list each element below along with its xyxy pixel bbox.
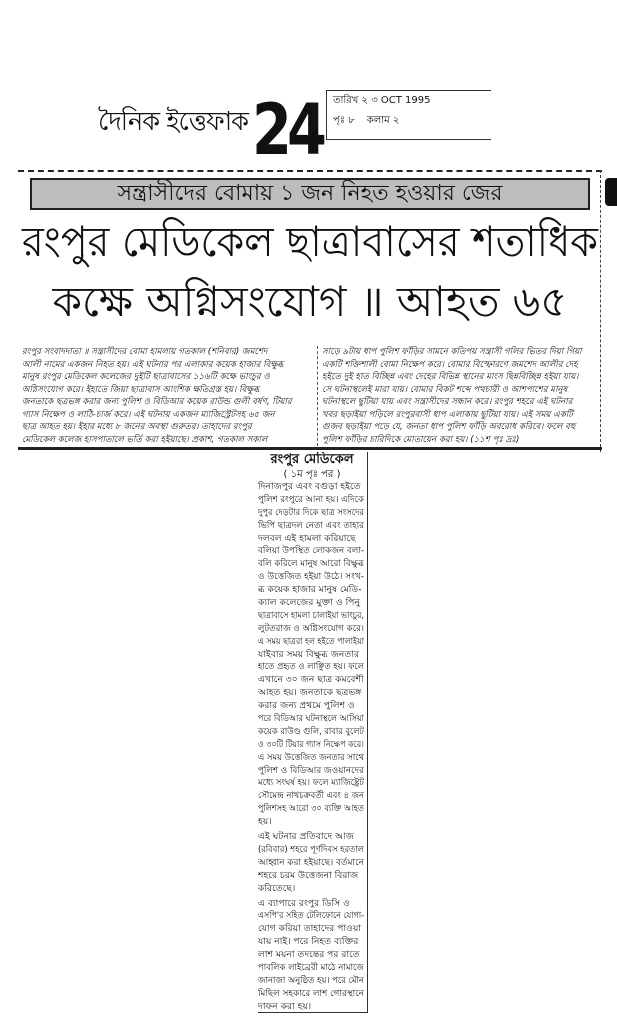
text-line [258,674,366,687]
text-line-content: এ সময় ছাত্ররা হল হইতে পালাইয়া [258,635,364,647]
text-line-content: লাশ ময়না তদন্তের পর রাতে [258,949,360,961]
headline-line-1-wrap [20,216,600,268]
text-line-content: যাইবার সময় বিক্ষুব্ধ জনতার [258,648,360,660]
text-line [258,936,366,949]
text-line [322,421,598,434]
text-line [258,910,366,923]
continuation-title: রংপুর মেডিকেল [270,452,354,467]
text-line-content: মেডিকেল কলেজ হাসপাতালে ভর্তি করা হইয়াছে। প্রকাশ, গতকাল সকাল [22,434,268,445]
text-line [322,384,598,397]
stamp-date: তারিখ ২ ৩ OCT 1995 [333,95,431,106]
text-line-content: মিছিল সহকারে লাশ গোরস্থানে [258,987,364,999]
text-line [258,545,366,558]
text-line [258,844,366,857]
date-stamp [326,90,491,140]
paragraph [258,898,366,1014]
text-line [258,739,366,752]
text-line [322,434,598,447]
text-line-content: ভিপি ছাত্রদল নেতা এবং তাহার [258,519,364,531]
text-line-content: আলী নামের একজন নিহত হয়। এই ঘটনার পর এলাকার কয়েক হাজার বিক্ষুব্ধ [22,359,284,370]
text-line [258,975,366,988]
handnum-wrap [252,89,337,171]
headline-line-1: রংপুর মেডিকেল ছাত্রাবাসের শতাধিক [22,217,598,266]
continuation-column [258,452,366,1014]
text-line-content: জানাজা অনুষ্ঠিত হয়। পরে মৌন [258,974,364,986]
text-line [258,790,366,803]
text-line-content: করার জন্য প্রথমে পুলিশ ও [258,700,355,712]
text-line-content: এ সময় উত্তেজিত জনতার সাথে [258,751,364,763]
text-line-content: খবর ছড়াইয়া পড়িলে রংপুরবাসী ধাপ এলাকায় ছুটিয়া যায়। এই সময় একটি [322,409,573,420]
text-line [258,636,366,649]
newspaper-masthead: দৈনিক ইত্তেফাক [98,107,248,137]
text-line [22,396,312,409]
text-line [258,507,366,520]
text-line [322,396,598,409]
text-line [22,409,312,422]
text-line [258,623,366,636]
kicker-text: সন্ত্রাসীদের বোমায় ১ জন নিহত হওয়ার জের [117,181,503,206]
text-line [258,661,366,674]
text-line-content: আহত হয়। জনতাকে ছত্রভঙ্গ [258,687,362,699]
text-line-content: লুটতরাজ ও অগ্নিসংযোগ করে। [258,622,364,634]
text-line-content: মধ্যে সংঘর্ষ হয়। ফলে ম্যাজিষ্ট্রেট [258,777,364,789]
stamp-page: পৃঃ ৮ [333,115,355,126]
text-line [258,962,366,975]
text-line [22,434,312,447]
text-line [258,857,366,870]
text-line [258,765,366,778]
text-line [258,713,366,726]
text-line [258,898,366,911]
edge-mark [605,178,617,206]
text-line-content: রংপুর সংবাদদাতা ॥ সন্ত্রাসীদের বোমা হামলায় গতকাল (শনিবার) জমশেদ [22,347,268,357]
text-line-content: (রবিবার) শহরে পূর্ণদিবস হরতাল [258,843,364,855]
text-line-content: অগ্নিসংযোগ করে। ইহাতে জিয়া ছাত্রাবাস আংশিক ক্ষতিগ্রস্ত হয়। বিক্ষুব্ধ [22,384,260,395]
text-line [322,371,598,384]
masthead-wrap [98,106,251,138]
text-line [22,359,312,372]
text-line-content: ক্যাল কলেজের মুক্তা ও পিনু [258,597,361,609]
text-line-content: ছাত্রাবাসে হামলা চালাইয়া ভাংচুর, [258,609,364,621]
clipping-border-top [18,170,602,172]
text-line-content: মানুষ রংপুর মেডিকেল কলেজের দুইটি ছাত্রাবাসের ১১৬টি কক্ষে ভাংচুর ও [22,372,270,382]
kicker-banner [30,178,590,210]
text-line [258,923,366,936]
text-line-content: করিতেছে। [258,882,296,894]
text-line-content: পুলিশ রংপুরে আনা হয়। এদিকে [258,493,364,505]
text-line-content: হাতে প্রহৃত ও লাঞ্ছিত হয়। ফলে [258,661,364,673]
text-line [258,610,366,623]
text-line [258,752,366,765]
text-line [22,421,312,434]
clipping-border-right [600,170,601,452]
text-line [258,949,366,962]
text-line-content: হয়। [258,816,272,828]
continuation-subtitle: ( ১ম পৃঃ পর ) [283,469,341,480]
article-column-right [322,346,598,446]
text-line [258,533,366,546]
column-divider [317,346,318,446]
text-line-content: গুজব ছড়াইয়া পড়ে যে, জনতা ধাপ পুলিশ ফাঁড়ি অবরোধ করিবে। ফলে বহু [322,422,576,432]
text-line-content: সাড়ে ৯টায় ধাপ পুলিশ ফাঁড়ির সামনে কতিপয় সন্ত্রাসী গলির ভিতর দিয়া গিয়া [322,347,582,357]
text-line-content: দিনাজপুর এবং বগুড়া হইতে [258,481,361,492]
text-line-content: পুলিশ ও বিডিআর জওয়ানদের [258,764,364,776]
text-line-content: পুলিশ ফাঁড়ির চারিদিকে মোতায়েন করা হয়। (১১শ পৃঃ দ্রঃ) [322,434,520,445]
text-line-content: ঘটনাস্থলে ছুটিয়া যায় এবং সন্ত্রাসীদের সন্ধান করে। রংপুর শহরে এই ঘটনার [322,397,573,407]
text-line-content: পরে বিডিআর ঘটনাস্থলে আসিয়া [258,713,364,725]
text-line-content: দুপুর দেড়টার দিকে ছাত্র সংসদের [258,506,364,518]
text-line [258,649,366,662]
text-line [258,494,366,507]
text-line-content: পুলিশসহ আরো ৩০ ব্যক্তি আহত [258,803,364,815]
continuation-bottom-rule [258,1012,368,1013]
text-line-content: বলি করিলে মানুষ আরো বিক্ষুব্ধ [258,558,364,570]
text-line [258,481,366,494]
headline-line-2-wrap [20,276,600,328]
text-line-content: কয়েক রাউণ্ড গুলি, রাবার বুলেট [258,725,364,737]
text-line [258,597,366,610]
text-line [22,384,312,397]
text-line-content: এসপি'র সহিত টেলিফোনে যোগা- [258,910,364,922]
text-line-content: শহরে চরম উত্তেজনা বিরাজ [258,869,359,881]
text-line [258,571,366,584]
text-line-content: ছাত্র আহত হয়। ইহার মধ্যে ৮ জনের অবস্থা গুরুতর। তাহাদের রংপুর [22,422,252,432]
paragraph [258,831,366,895]
text-line [258,883,366,896]
text-line-content: জনতাকে ছত্রভঙ্গ করার জন্য পুলিশ ও বিডিআর কয়েক রাউন্ড গুলী বর্ষণ, টিয়ার [22,397,292,407]
text-line [322,359,598,372]
text-line-content: এ ব্যাপারে রংপুর ডিসি ও [258,897,350,909]
text-line-content: হইতে দুই হাত বিচ্ছিন্ন এবং দেহের বিভিন্ন স্থানের মাংস ছিন্নবিচ্ছিন্ন হইয়া যায়। [322,372,579,382]
text-line-content: যোগ করিয়া তাহাদের পাওয়া [258,923,362,935]
text-line-content: ও ৩০টি টিয়ার গ্যাস নিক্ষেপ করে। [258,738,364,750]
text-line [258,700,366,713]
text-line [322,409,598,422]
text-line [258,558,366,571]
text-line-content: গ্যাস নিক্ষেপ ও লাঠি-চার্জ করে। এই ঘটনায় একজন ম্যাজিস্ট্রেটসহ ৬৫ জন [22,409,275,420]
text-line-content: সৌমেন্দ্র নাথচক্রবর্তী এবং ৪ জন [258,790,364,802]
text-line-content: বলিয়া উপস্থিত লোকজন বলা- [258,545,364,557]
clipping-border-bottom [18,447,602,450]
text-line [322,346,598,359]
text-line [22,371,312,384]
text-line [258,777,366,790]
text-line-content: ও উত্তেজিত হইয়া উঠে। সংখ- [258,571,364,583]
text-line [258,803,366,816]
headline-line-2: কক্ষে অগ্নিসংযোগ ॥ আহত ৬৫ [52,277,568,326]
stamp-column: কলাম ২ [366,115,400,126]
text-line-content: সে ঘটনাস্থলেই মারা যায়। বোমার বিকট শব্দে পথচারী ও আশপাশের মানুষ [322,384,568,395]
text-line-content: ব্ধ কয়েক হাজার মানুষ মেডি- [258,584,362,596]
text-line [258,687,366,700]
text-line-content: পাবলিক লাইব্রেরী মাঠে নামাজে [258,961,364,973]
handwritten-number: 24 [252,89,322,171]
continuation-body [258,481,366,1014]
text-line [258,988,366,1001]
paragraph [258,481,366,829]
text-line-content: দলবল এই হামলা করিয়াছে [258,532,356,544]
text-line-content: আহ্বান করা হইয়াছে। বর্তমানে [258,856,364,868]
text-line [258,816,366,829]
text-line [258,831,366,844]
text-line-content: এখানে ৩০ জন ছাত্র কমবেশী [258,674,364,686]
text-line [258,520,366,533]
text-line [258,726,366,739]
text-line [258,584,366,597]
text-line-content: এই ঘটনার প্রতিবাদে আজ [258,831,355,843]
continuation-border [367,452,368,1012]
text-line [22,346,312,359]
text-line [258,870,366,883]
article-column-left [22,346,312,446]
text-line-content: দাফন করা হয়। [258,1000,312,1012]
text-line-content: একটি শক্তিশালী বোমা নিক্ষেপ করে। বোমার বিস্ফোরণে জমশেদ আলীর দেহ [322,359,578,370]
text-line-content: যায় নাই। পরে নিহত ব্যক্তির [258,936,359,948]
